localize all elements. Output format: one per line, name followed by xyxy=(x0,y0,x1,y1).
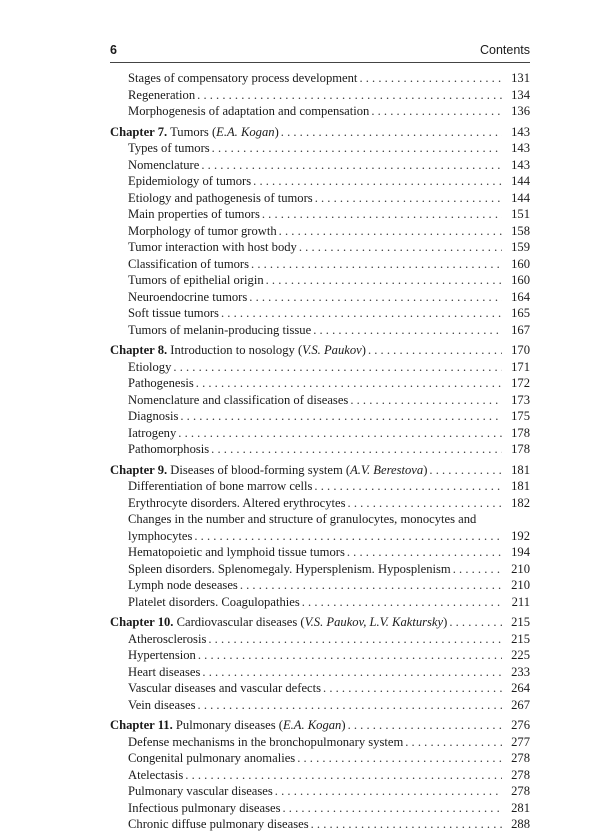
entry-title: Pulmonary vascular diseases xyxy=(128,784,273,798)
toc-entry[interactable] xyxy=(110,103,530,120)
page-number-ref: 288 xyxy=(511,817,530,831)
dot-leader xyxy=(253,173,502,190)
entry-title: Hematopoietic and lymphoid tissue tumors xyxy=(128,545,345,559)
page-number-ref: 175 xyxy=(511,409,530,423)
chapter-label: Chapter 9. xyxy=(110,462,168,477)
page-number-ref: 172 xyxy=(511,376,530,390)
toc-entry[interactable] xyxy=(110,425,530,442)
page-number-ref: 164 xyxy=(511,289,530,304)
entry-title: Heart diseases xyxy=(128,664,201,679)
toc-entry[interactable] xyxy=(110,647,530,664)
toc-entry[interactable] xyxy=(110,441,530,458)
page-number-ref: 277 xyxy=(511,734,530,749)
page-number-ref: 131 xyxy=(511,71,530,85)
toc-entry-continued-line: Changes in the number and structure of granulocytes, monocytes and xyxy=(128,512,477,526)
dot-leader xyxy=(449,614,502,631)
entry-title: Tumors of melanin-producing tissue xyxy=(128,322,312,337)
toc-entry[interactable] xyxy=(110,544,530,561)
entry-title: Lymph node deseases xyxy=(128,578,238,592)
toc-entry[interactable] xyxy=(110,697,530,714)
dot-leader xyxy=(405,734,502,751)
chapter-label: Chapter 7. xyxy=(110,124,168,139)
dot-leader xyxy=(198,647,502,664)
dot-leader xyxy=(194,528,502,545)
dot-leader xyxy=(221,305,502,322)
toc-entry[interactable] xyxy=(110,680,530,697)
chapter-authors: V.S. Paukov, L.V. Kaktursky xyxy=(304,615,444,629)
toc-entry[interactable] xyxy=(110,87,530,104)
toc-entry[interactable] xyxy=(110,359,530,376)
toc-entry[interactable] xyxy=(110,767,530,784)
page-number-ref: 151 xyxy=(511,207,530,221)
dot-leader xyxy=(429,462,502,479)
running-title: Contents xyxy=(479,43,530,57)
toc-entry[interactable] xyxy=(110,305,530,322)
chapter-label: Chapter 10. xyxy=(110,615,174,629)
page-number-ref: 225 xyxy=(511,648,530,662)
dot-leader xyxy=(302,594,502,611)
entry-title: Vascular diseases and vascular defects xyxy=(128,681,322,695)
entry-title: Spleen disorders. Splenomegaly. Hypersplenism. Hyposplenism xyxy=(128,561,451,576)
dot-leader xyxy=(371,103,502,120)
chapter-heading: Chapter 10. Cardiovascular diseases (V.S. Paukov, L.V. Kaktursky) xyxy=(110,615,448,629)
toc-entry[interactable] xyxy=(110,256,530,273)
page-number-ref: 159 xyxy=(511,240,530,254)
toc-entry[interactable] xyxy=(110,206,530,223)
dot-leader xyxy=(266,272,502,289)
page-number-ref: 167 xyxy=(511,322,530,337)
entry-title: Vein diseases xyxy=(128,697,196,712)
page-number-ref: 215 xyxy=(511,631,530,646)
dot-leader xyxy=(249,289,502,306)
page-number-ref: 278 xyxy=(511,751,530,765)
entry-title: Tumors of epithelial origin xyxy=(128,273,264,287)
page-number-ref: 170 xyxy=(511,343,530,357)
toc-entry[interactable] xyxy=(110,140,530,157)
entry-title: Etiology xyxy=(128,359,172,374)
entry-title: Defense mechanisms in the bronchopulmonary system xyxy=(128,734,404,749)
entry-title: Iatrogeny xyxy=(128,425,177,440)
page-number-ref: 178 xyxy=(511,425,530,440)
page-number-ref: 136 xyxy=(511,104,530,118)
page-number-ref: 160 xyxy=(511,273,530,287)
chapter-heading: Chapter 7. Tumors (E.A. Kogan) xyxy=(110,124,279,139)
page-number-ref: 194 xyxy=(511,545,530,559)
header-rule xyxy=(110,62,530,63)
page-number-ref: 267 xyxy=(511,697,530,712)
entry-title: Chronic diffuse pulmonary diseases xyxy=(128,817,309,831)
dot-leader xyxy=(212,140,502,157)
entry-title: Infectious pulmonary diseases xyxy=(128,800,281,815)
page-number-ref: 160 xyxy=(511,256,530,271)
toc-chapter-entry[interactable] xyxy=(110,124,530,141)
chapter-title: Cardiovascular diseases xyxy=(176,615,298,629)
page-number-ref: 158 xyxy=(511,223,530,238)
dot-leader xyxy=(282,800,502,817)
entry-title: Diagnosis xyxy=(128,409,179,423)
page-number-ref: 233 xyxy=(511,664,530,679)
entry-title: Main properties of tumors xyxy=(128,207,260,221)
page-number-ref: 281 xyxy=(511,800,530,815)
dot-leader xyxy=(297,750,502,767)
dot-leader xyxy=(198,697,502,714)
toc-entry[interactable] xyxy=(110,783,530,800)
toc-entry[interactable] xyxy=(110,750,530,767)
entry-title: Congenital pulmonary anomalies xyxy=(128,751,296,765)
dot-leader xyxy=(281,124,502,141)
page-number-ref: 143 xyxy=(511,124,530,139)
dot-leader xyxy=(275,783,502,800)
dot-leader xyxy=(240,577,502,594)
dot-leader xyxy=(185,767,502,784)
dot-leader xyxy=(197,87,502,104)
entry-title: Pathogenesis xyxy=(128,376,194,390)
page-header xyxy=(110,43,530,61)
entry-title: Atherosclerosis xyxy=(128,631,207,646)
toc-entry[interactable] xyxy=(110,528,530,545)
page-number-ref: 211 xyxy=(511,594,530,609)
table-of-contents xyxy=(110,70,530,833)
dot-leader xyxy=(279,223,502,240)
page-number-ref: 181 xyxy=(511,462,530,477)
entry-title: Atelectasis xyxy=(128,767,184,782)
chapter-label: Chapter 8. xyxy=(110,343,168,357)
chapter-authors: V.S. Paukov xyxy=(302,343,362,357)
chapter-heading: Chapter 8. Introduction to nosology (V.S. Paukov) xyxy=(110,343,366,357)
toc-entry[interactable] xyxy=(110,392,530,409)
entry-title: Pathomorphosis xyxy=(128,442,210,456)
chapter-label: Chapter 11. xyxy=(110,718,173,732)
dot-leader xyxy=(348,495,502,512)
dot-leader xyxy=(313,322,502,339)
dot-leader xyxy=(201,157,502,174)
toc-entry[interactable] xyxy=(110,375,530,392)
dot-leader xyxy=(196,375,502,392)
dot-leader xyxy=(211,441,502,458)
page-number-ref: 192 xyxy=(511,528,530,543)
toc-entry[interactable] xyxy=(110,734,530,751)
dot-leader xyxy=(368,342,502,359)
dot-leader xyxy=(178,425,502,442)
dot-leader xyxy=(347,544,502,561)
page-number-ref: 144 xyxy=(511,190,530,205)
entry-title: Tumor interaction with host body xyxy=(128,240,297,254)
chapter-authors: A.V. Berestova xyxy=(350,462,424,477)
dot-leader xyxy=(208,631,502,648)
page-number-ref: 173 xyxy=(511,392,530,407)
entry-title: Hypertension xyxy=(128,648,196,662)
dot-leader xyxy=(315,190,502,207)
entry-title: Neuroendocrine tumors xyxy=(128,289,248,304)
dot-leader xyxy=(202,664,502,681)
toc-entry[interactable] xyxy=(110,190,530,207)
toc-entry[interactable] xyxy=(110,223,530,240)
page-number-ref: 143 xyxy=(511,157,530,172)
page-number-ref: 210 xyxy=(511,561,530,576)
toc-entry[interactable] xyxy=(110,157,530,174)
dot-leader xyxy=(350,392,502,409)
dot-leader xyxy=(180,408,502,425)
toc-entry[interactable] xyxy=(110,594,530,611)
toc-entry[interactable] xyxy=(110,800,530,817)
toc-entry[interactable] xyxy=(110,664,530,681)
page-number-ref: 264 xyxy=(511,681,530,695)
page-number: 6 xyxy=(110,43,117,57)
page-number-ref: 144 xyxy=(511,174,530,188)
entry-title: Nomenclature and classification of diseases xyxy=(128,392,349,407)
toc-chapter-entry[interactable] xyxy=(110,342,530,359)
toc-entry[interactable] xyxy=(110,478,530,495)
toc-entry[interactable] xyxy=(110,289,530,306)
page-number-ref: 210 xyxy=(511,578,530,592)
entry-title: Nomenclature xyxy=(128,157,200,172)
chapter-heading: Chapter 11. Pulmonary diseases (E.A. Kogan) xyxy=(110,718,346,732)
toc-entry[interactable] xyxy=(110,495,530,512)
chapter-title: Introduction to nosology xyxy=(170,343,295,357)
entry-title: Types of tumors xyxy=(128,141,210,155)
toc-entry[interactable] xyxy=(110,631,530,648)
entry-title: Epidemiology of tumors xyxy=(128,174,252,188)
page-number-ref: 215 xyxy=(511,615,530,629)
entry-title: Classification of tumors xyxy=(128,256,250,271)
chapter-heading: Chapter 9. Diseases of blood-forming system (A.V. Berestova) xyxy=(110,462,428,477)
page-number-ref: 278 xyxy=(511,784,530,798)
entry-title: Morphogenesis of adaptation and compensation xyxy=(128,104,370,118)
page-number-ref: 276 xyxy=(511,718,530,732)
dot-leader xyxy=(359,70,502,87)
chapter-title: Tumors xyxy=(170,124,209,139)
dot-leader xyxy=(348,717,502,734)
entry-title: Differentiation of bone marrow cells xyxy=(128,479,313,493)
toc-entry[interactable] xyxy=(110,816,530,833)
toc-entry[interactable] xyxy=(110,577,530,594)
dot-leader xyxy=(262,206,502,223)
entry-title: Platelet disorders. Coagulopathies xyxy=(128,594,300,609)
page-number-ref: 165 xyxy=(511,306,530,320)
page-number-ref: 143 xyxy=(511,141,530,155)
page-number-ref: 182 xyxy=(511,495,530,510)
entry-title: Soft tissue tumors xyxy=(128,306,219,320)
page-number-ref: 134 xyxy=(511,87,530,102)
dot-leader xyxy=(251,256,502,273)
page-number-ref: 178 xyxy=(511,442,530,456)
page-number-ref: 171 xyxy=(511,359,530,374)
dot-leader xyxy=(453,561,502,578)
toc-entry[interactable] xyxy=(110,561,530,578)
toc-entry[interactable] xyxy=(110,70,530,87)
toc-chapter-entry[interactable] xyxy=(110,462,530,479)
chapter-authors: E.A. Kogan xyxy=(282,718,342,732)
entry-title: Morphology of tumor growth xyxy=(128,223,277,238)
toc-entry[interactable] xyxy=(110,272,530,289)
dot-leader xyxy=(311,816,502,833)
entry-title: Etiology and pathogenesis of tumors xyxy=(128,190,313,205)
chapter-title: Pulmonary diseases xyxy=(175,718,276,732)
chapter-title: Diseases of blood-forming system xyxy=(170,462,343,477)
dot-leader xyxy=(314,478,502,495)
page-number-ref: 181 xyxy=(511,479,530,493)
entry-title: lymphocytes xyxy=(128,528,193,543)
dot-leader xyxy=(173,359,502,376)
entry-title: Erythrocyte disorders. Altered erythrocytes xyxy=(128,495,346,510)
chapter-authors: E.A. Kogan xyxy=(216,124,275,139)
toc-entry[interactable] xyxy=(110,173,530,190)
dot-leader xyxy=(323,680,502,697)
toc-entry[interactable] xyxy=(110,322,530,339)
entry-title: Stages of compensatory process development xyxy=(128,71,358,85)
entry-title: Regeneration xyxy=(128,87,196,102)
page-number-ref: 278 xyxy=(511,767,530,782)
dot-leader xyxy=(299,239,502,256)
toc-entry[interactable] xyxy=(110,239,530,256)
toc-entry[interactable] xyxy=(110,408,530,425)
toc-chapter-entry[interactable] xyxy=(110,614,530,631)
toc-chapter-entry[interactable] xyxy=(110,717,530,734)
